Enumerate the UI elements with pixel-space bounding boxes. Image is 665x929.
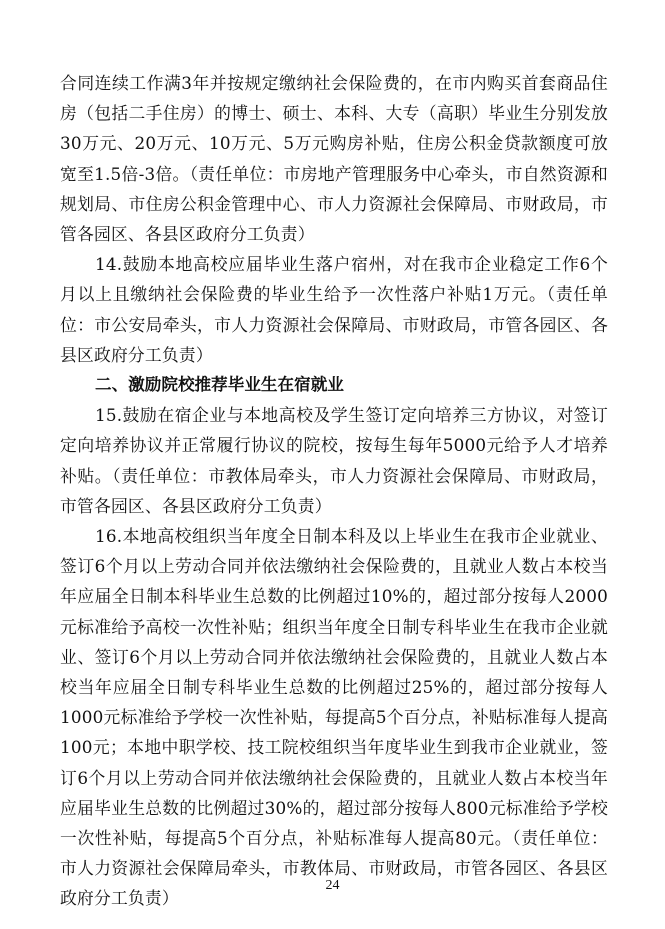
paragraph-item-16: 16.本地高校组织当年度全日制本科及以上毕业生在我市企业就业、签订6个月以上劳动合同并依法缴纳社会保险费的，且就业人数占本校当年应届全日制本科毕业生总数的比例超过10%的，超过部分按每人2000元标准给予高校一次性补贴；组织当年度全日制专科毕业生在我市企业就业、签订6个月以上劳动合同并依法缴纳社会保险费的，且就业人数占本校当年应届全日制专科毕业生总数的比例超过25%的，超过部分按每人1000元标准给予学校一次性补贴，每提高5个百分点，补贴标准每人提高100元；本地中职学校、技工院校组织当年度毕业生到我市企业就业，签订6个月以上劳动合同并依法缴纳社会保险费的，且就业人数占本校当年应届毕业生总数的比例超过30%的，超过部分按每人800元标准给予学校一次性补贴，每提高5个百分点，补贴标准每人提高80元。（责任单位：市人力资源社会保障局牵头，市教体局、市财政局，市管各园区、各县区政府分工负责）	[60, 526, 608, 909]
page-number: 24	[325, 878, 340, 893]
paragraph-item-15: 15.鼓励在宿企业与本地高校及学生签订定向培养三方协议，对签订定向培养协议并正常履行协议的院校，按每生每年5000元给予人才培养补贴。（责任单位：市教体局牵头，市人力资源社会保障局、市财政局，市管各园区、各县区政府分工负责）	[60, 405, 608, 516]
document-page	[60, 68, 608, 914]
section-heading: 二、激励院校推荐毕业生在宿就业	[95, 375, 344, 395]
paragraph-item-14: 14.鼓励本地高校应届毕业生落户宿州，对在我市企业稳定工作6个月以上且缴纳社会保险费的毕业生给予一次性落户补贴1万元。（责任单位：市公安局牵头，市人力资源社会保障局、市财政局，市管各园区、各县区政府分工负责）	[60, 254, 608, 365]
paragraph-housing-subsidy: 合同连续工作满3年并按规定缴纳社会保险费的，在市内购买首套商品住房（包括二手住房）的博士、硕士、本科、大专（高职）毕业生分别发放30万元、20万元、10万元、5万元购房补贴，住房公积金贷款额度可放宽至1.5倍-3倍。（责任单位：市房地产管理服务中心牵头，市自然资源和规划局、市住房公积金管理中心、市人力资源社会保障局、市财政局，市管各园区、各县区政府分工负责）	[60, 73, 608, 245]
